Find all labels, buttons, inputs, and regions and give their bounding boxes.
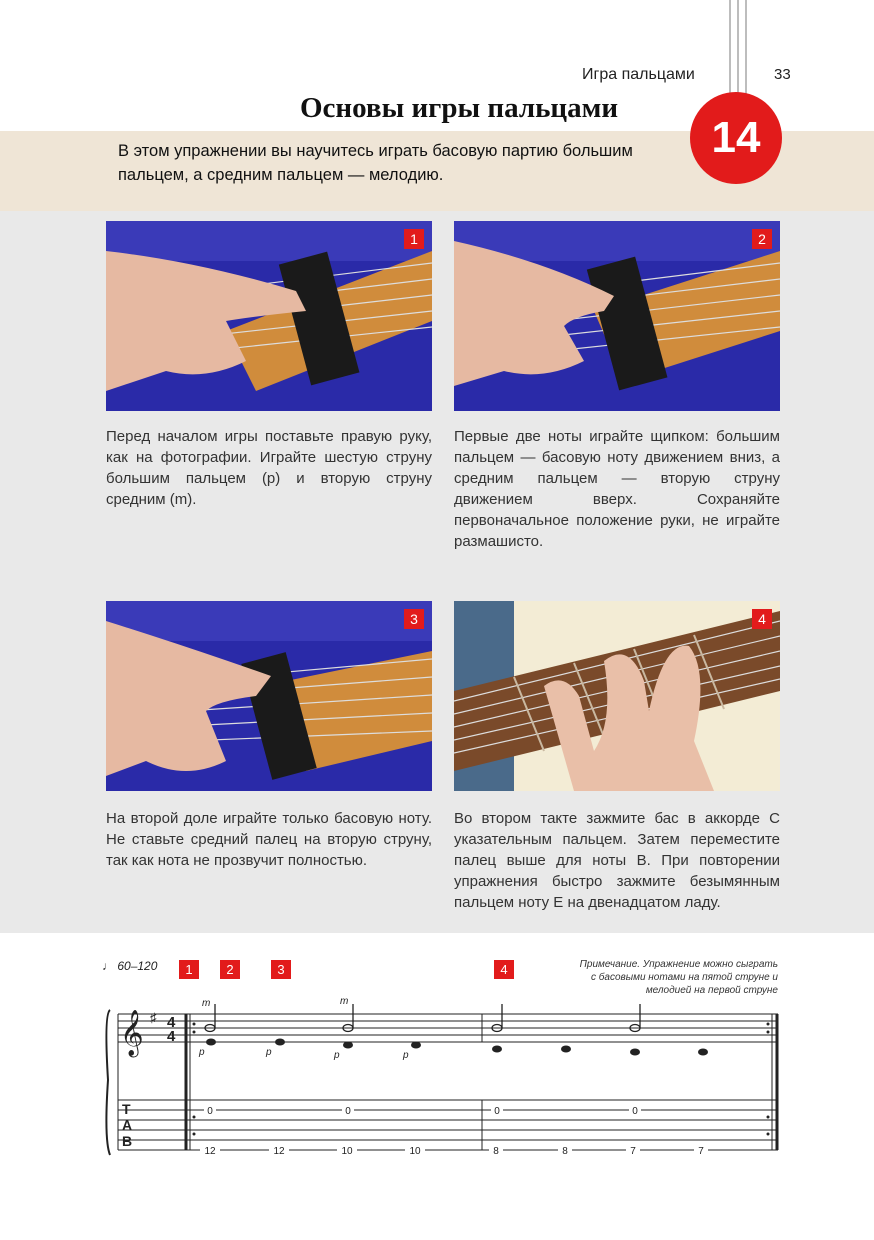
tab-fret: 12 <box>273 1146 285 1157</box>
time-sig-bottom: 4 <box>167 1028 176 1045</box>
tab-label-b: B <box>122 1133 133 1149</box>
intro-text: В этом упражнении вы научитесь играть басовую партию большим пальцем, а средним пальцем — мелодию. <box>118 142 633 184</box>
page-number: 33 <box>774 66 791 83</box>
tab-fret: 0 <box>632 1106 638 1117</box>
tab-fret: 8 <box>493 1146 499 1157</box>
tab-fret: 10 <box>409 1146 421 1157</box>
section-name: Игра пальцами <box>582 66 695 83</box>
step-caption-2: Первые две ноты играйте щипком: большим пальцем — басовую ноту движением вниз, а средним пальцем — вторую струну движением вверх. Сохраняйте первоначальное положение руки, не играйте размашисто. <box>454 428 780 550</box>
finger-p-label: p <box>334 1050 340 1061</box>
step-marker-2: 2 <box>220 960 240 979</box>
finger-p-label: p <box>199 1047 205 1058</box>
tab-fret: 0 <box>207 1106 213 1117</box>
finger-p-label: p <box>266 1047 272 1058</box>
step-marker-3: 3 <box>271 960 291 979</box>
page-title: Основы игры пальцами <box>300 92 619 124</box>
step-number-badge: 2 <box>752 229 772 249</box>
tab-fret: 0 <box>345 1106 351 1117</box>
finger-m-label: m <box>202 998 211 1009</box>
tab-fret: 7 <box>630 1146 636 1157</box>
photo-step-3 <box>106 601 432 791</box>
tab-label-a: A <box>122 1117 133 1133</box>
tab-fret: 10 <box>341 1146 353 1157</box>
key-signature-sharp: ♯ <box>150 1010 157 1025</box>
step-marker-1: 1 <box>179 960 199 979</box>
photo-step-1 <box>106 221 432 411</box>
step-caption-3: На второй доле играйте только басовую ноту. Не ставьте средний палец на вторую струну, так как нота не прозвучит полностью. <box>106 810 432 869</box>
tab-fret: 7 <box>698 1146 704 1157</box>
quarter-note-icon: ♩ <box>102 959 118 973</box>
photo-step-2 <box>454 221 780 411</box>
step-caption-1: Перед началом игры поставьте правую руку, как на фотографии. Играйте шестую струну большим пальцем (p) и вторую струну средним (m). <box>106 428 432 508</box>
step-number-badge: 4 <box>752 609 772 629</box>
finger-p-label: p <box>403 1050 409 1061</box>
notation-figure <box>0 995 874 1165</box>
step-number-badge: 3 <box>404 609 424 629</box>
finger-m-label: m <box>340 996 349 1007</box>
exercise-note: Примечание. Упражнение можно сыграть с басовыми нотами на пятой струне и мелодией на первой струне <box>579 959 778 996</box>
lesson-number-badge: 14 <box>690 92 782 184</box>
step-marker-4: 4 <box>494 960 514 979</box>
tab-fret: 0 <box>494 1106 500 1117</box>
tempo-marking <box>102 959 157 973</box>
tab-fret: 12 <box>204 1146 216 1157</box>
step-caption-4: Во втором такте зажмите бас в аккорде C указательным пальцем. Затем переместите палец выше для ноты B. При повторении упражнения быстро зажмите безымянным пальцем ноту E на двенадцатом ладу. <box>454 810 780 911</box>
tempo-value: 60–120 <box>117 959 158 973</box>
time-sig-top: 4 <box>167 1014 176 1031</box>
treble-clef-icon: 𝄞 <box>120 1010 144 1056</box>
tab-fret: 8 <box>562 1146 568 1157</box>
step-number-badge: 1 <box>404 229 424 249</box>
photo-step-4 <box>454 601 780 791</box>
tab-label-t: T <box>122 1101 131 1117</box>
